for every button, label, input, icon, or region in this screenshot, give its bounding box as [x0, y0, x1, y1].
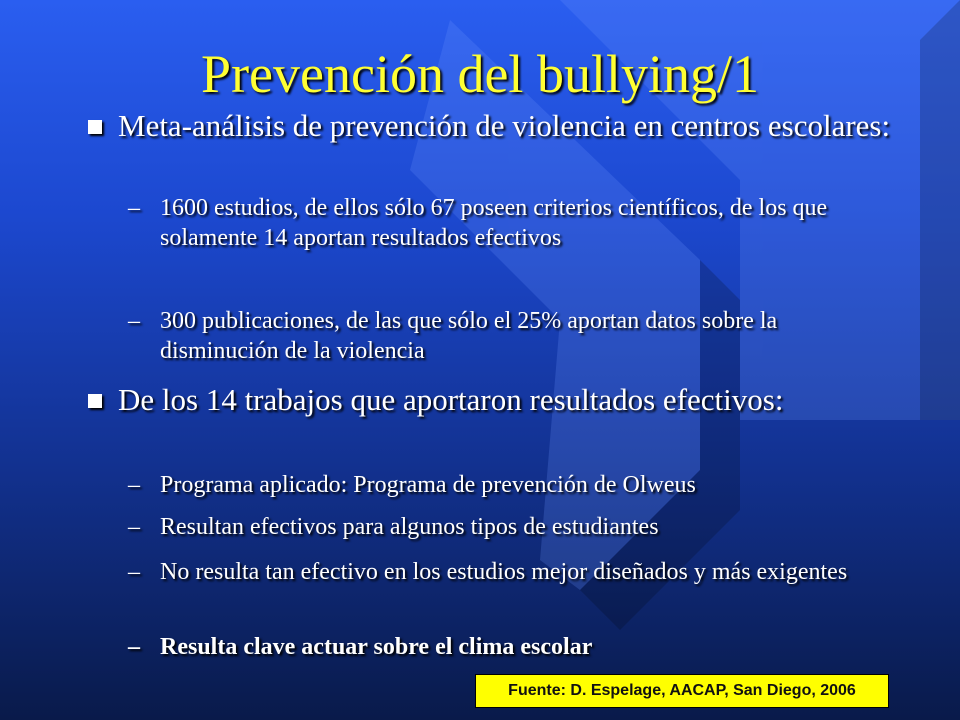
sub-bullet-key-climate [128, 632, 890, 662]
dash-icon: – [128, 634, 140, 660]
dash-icon: – [128, 559, 140, 585]
sub-bullet-program [128, 470, 890, 500]
dash-icon: – [128, 195, 140, 221]
sub-bullet-effective-types [128, 512, 890, 542]
bullet-text: Meta-análisis de prevención de violencia en centros escolares: [118, 108, 891, 143]
sub-bullet-text: 1600 estudios, de ellos sólo 67 poseen criterios científicos, de los que solamente 14 aportan resultados efectivos [160, 195, 828, 251]
square-bullet-icon [88, 394, 102, 408]
square-bullet-icon [88, 120, 102, 134]
sub-bullet-text: Programa aplicado: Programa de prevención de Olweus [160, 472, 696, 498]
sub-bullet-text: 300 publicaciones, de las que sólo el 25% aportan datos sobre la disminución de la violencia [160, 308, 778, 364]
sub-bullet-publications [128, 306, 890, 366]
sub-bullet-text: Resulta clave actuar sobre el clima escolar [160, 634, 593, 660]
source-box: Fuente: D. Espelage, AACAP, San Diego, 2006 [475, 674, 889, 708]
dash-icon: – [128, 308, 140, 334]
slide-title: Prevención del bullying/1 [201, 44, 759, 104]
bullet-meta-analysis [118, 108, 898, 144]
sub-bullet-not-effective [128, 557, 890, 587]
bullet-text: De los 14 trabajos que aportaron resultados efectivos: [118, 382, 784, 417]
bullet-14-works [118, 382, 898, 418]
sub-bullet-text: No resulta tan efectivo en los estudios mejor diseñados y más exigentes [160, 559, 848, 585]
sub-bullet-studies [128, 193, 890, 253]
dash-icon: – [128, 472, 140, 498]
sub-bullet-text: Resultan efectivos para algunos tipos de estudiantes [160, 514, 659, 540]
dash-icon: – [128, 514, 140, 540]
